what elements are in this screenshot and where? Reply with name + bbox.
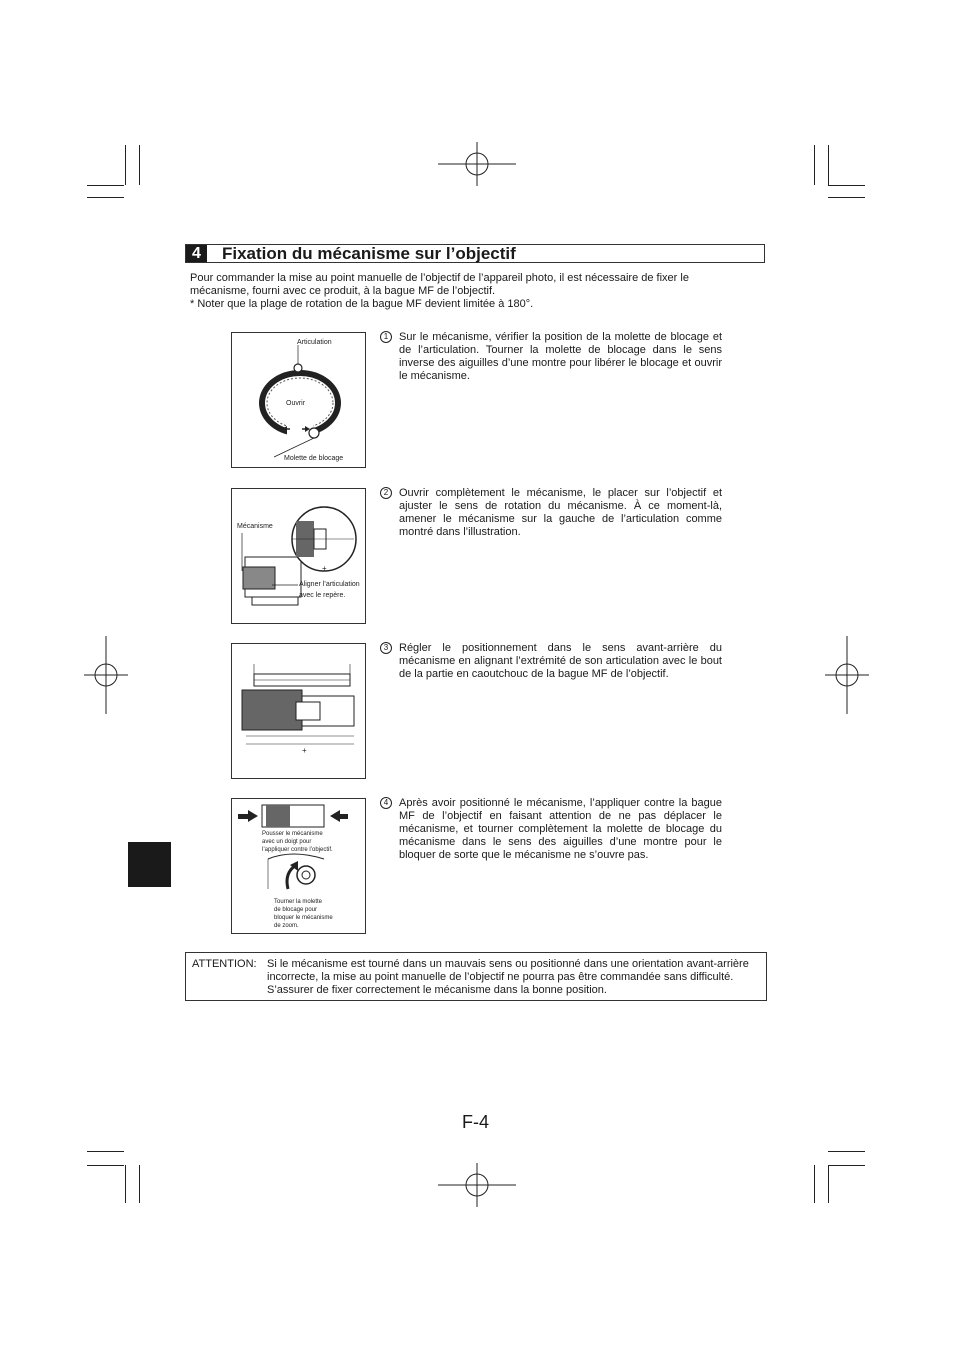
lens-mechanism-illustration (232, 489, 367, 625)
label-pousser-1: Pousser le mécanisme (262, 831, 323, 837)
crop-mark (87, 185, 124, 186)
label-ouvrir: Ouvrir (286, 400, 306, 407)
step-2 (380, 487, 722, 539)
intro-text (190, 272, 750, 311)
step-1 (380, 331, 722, 383)
label-molette: Molette de blocage (284, 455, 344, 462)
crop-mark (139, 1165, 140, 1203)
label-pousser-2: avec un doigt pour (262, 839, 312, 845)
crop-mark (87, 1165, 124, 1166)
step-text: Ouvrir complètement le mécanisme, le placer sur l’objectif et ajuster le sens de rotation du mécanisme. À ce moment-là, amener le mécanisme sur la gauche de l’articulation comme montré dans l’illustration. (399, 487, 722, 538)
side-tab-marker (128, 842, 171, 887)
registration-mark-bottom (438, 1163, 516, 1207)
svg-text:+: + (302, 746, 307, 755)
label-aligner-1: Aligner l’articulation (299, 581, 360, 588)
crop-mark (814, 1165, 815, 1203)
step-number: 2 (380, 487, 392, 499)
step-number: 3 (380, 642, 392, 654)
crop-mark (87, 197, 124, 198)
svg-text:+: + (322, 564, 327, 573)
label-articulation: Articulation (297, 339, 332, 346)
registration-mark-top (438, 142, 516, 186)
attention-text: Si le mécanisme est tourné dans un mauvais sens ou positionné dans une orientation avant-arrière incorrecte, la mise au point manuelle de l’objectif ne pourra pas être commandée sans difficulté. S’assurer de fixer correctement le mécanisme dans la bonne position. (267, 958, 749, 996)
crop-mark (828, 197, 865, 198)
crop-mark (828, 1151, 865, 1152)
intro-note: * Noter que la plage de rotation de la bague MF devient limitée à 180°. (190, 298, 534, 310)
lens-rubber-ring-illustration (232, 644, 367, 780)
step-4 (380, 797, 722, 862)
crop-mark (125, 145, 126, 185)
figure-3-position-mechanism (231, 643, 366, 779)
figure-2-place-mechanism (231, 488, 366, 624)
crop-mark (125, 1165, 126, 1203)
figure-4-lock-mechanism (231, 798, 366, 934)
label-tourner-1: Tourner la molette (274, 899, 323, 905)
label-tourner-4: de zoom. (274, 923, 299, 929)
page-number: F-4 (462, 1112, 489, 1132)
attention-label: ATTENTION: (192, 958, 257, 970)
step-3 (380, 642, 722, 681)
step-number: 1 (380, 331, 392, 343)
label-pousser-3: l’appliquer contre l’objectif. (262, 847, 333, 853)
section-number: 4 (186, 245, 207, 262)
step-number: 4 (380, 797, 392, 809)
crop-mark (828, 1165, 829, 1203)
step-text: Sur le mécanisme, vérifier la position de la molette de blocage et de l’articulation. Tourner la molette de blocage dans le sens inverse des aiguilles d’une montre pour libérer le blocage et ouvrir le mécanisme. (399, 331, 722, 382)
attention-box (185, 952, 767, 1001)
label-tourner-2: de blocage pour (274, 907, 318, 913)
figure-1-open-mechanism (231, 332, 366, 468)
crop-mark (87, 1151, 124, 1152)
crop-mark (814, 145, 815, 185)
intro-paragraph: Pour commander la mise au point manuelle de l’objectif de l’appareil photo, il est nécessaire de fixer le mécanisme, fourni avec ce produit, à la bague MF de l’objectif. (190, 272, 689, 297)
label-mecanisme: Mécanisme (237, 523, 273, 530)
section-title: Fixation du mécanisme sur l’objectif (222, 244, 516, 263)
registration-mark-left (84, 636, 128, 714)
label-tourner-3: bloquer le mécanisme (274, 915, 333, 921)
step-text: Après avoir positionné le mécanisme, l’appliquer contre la bague MF de l’objectif en faisant attention de ne pas déplacer le mécanisme, et tourner complètement la molette de blocage du mécanisme dans le sens des aiguilles d’une montre pour le bloquer de sorte que le mécanisme ne s’ouvre pas. (399, 797, 722, 861)
label-aligner-2: avec le repère. (299, 592, 346, 599)
crop-mark (828, 1165, 865, 1166)
crop-mark (828, 145, 829, 185)
step-text: Régler le positionnement dans le sens avant-arrière du mécanisme en alignant l’extrémité de son articulation avec le bout de la partie en caoutchouc de la bague MF de l’objectif. (399, 642, 722, 680)
section-header (185, 244, 765, 263)
registration-mark-right (825, 636, 869, 714)
crop-mark (828, 185, 865, 186)
crop-mark (139, 145, 140, 185)
